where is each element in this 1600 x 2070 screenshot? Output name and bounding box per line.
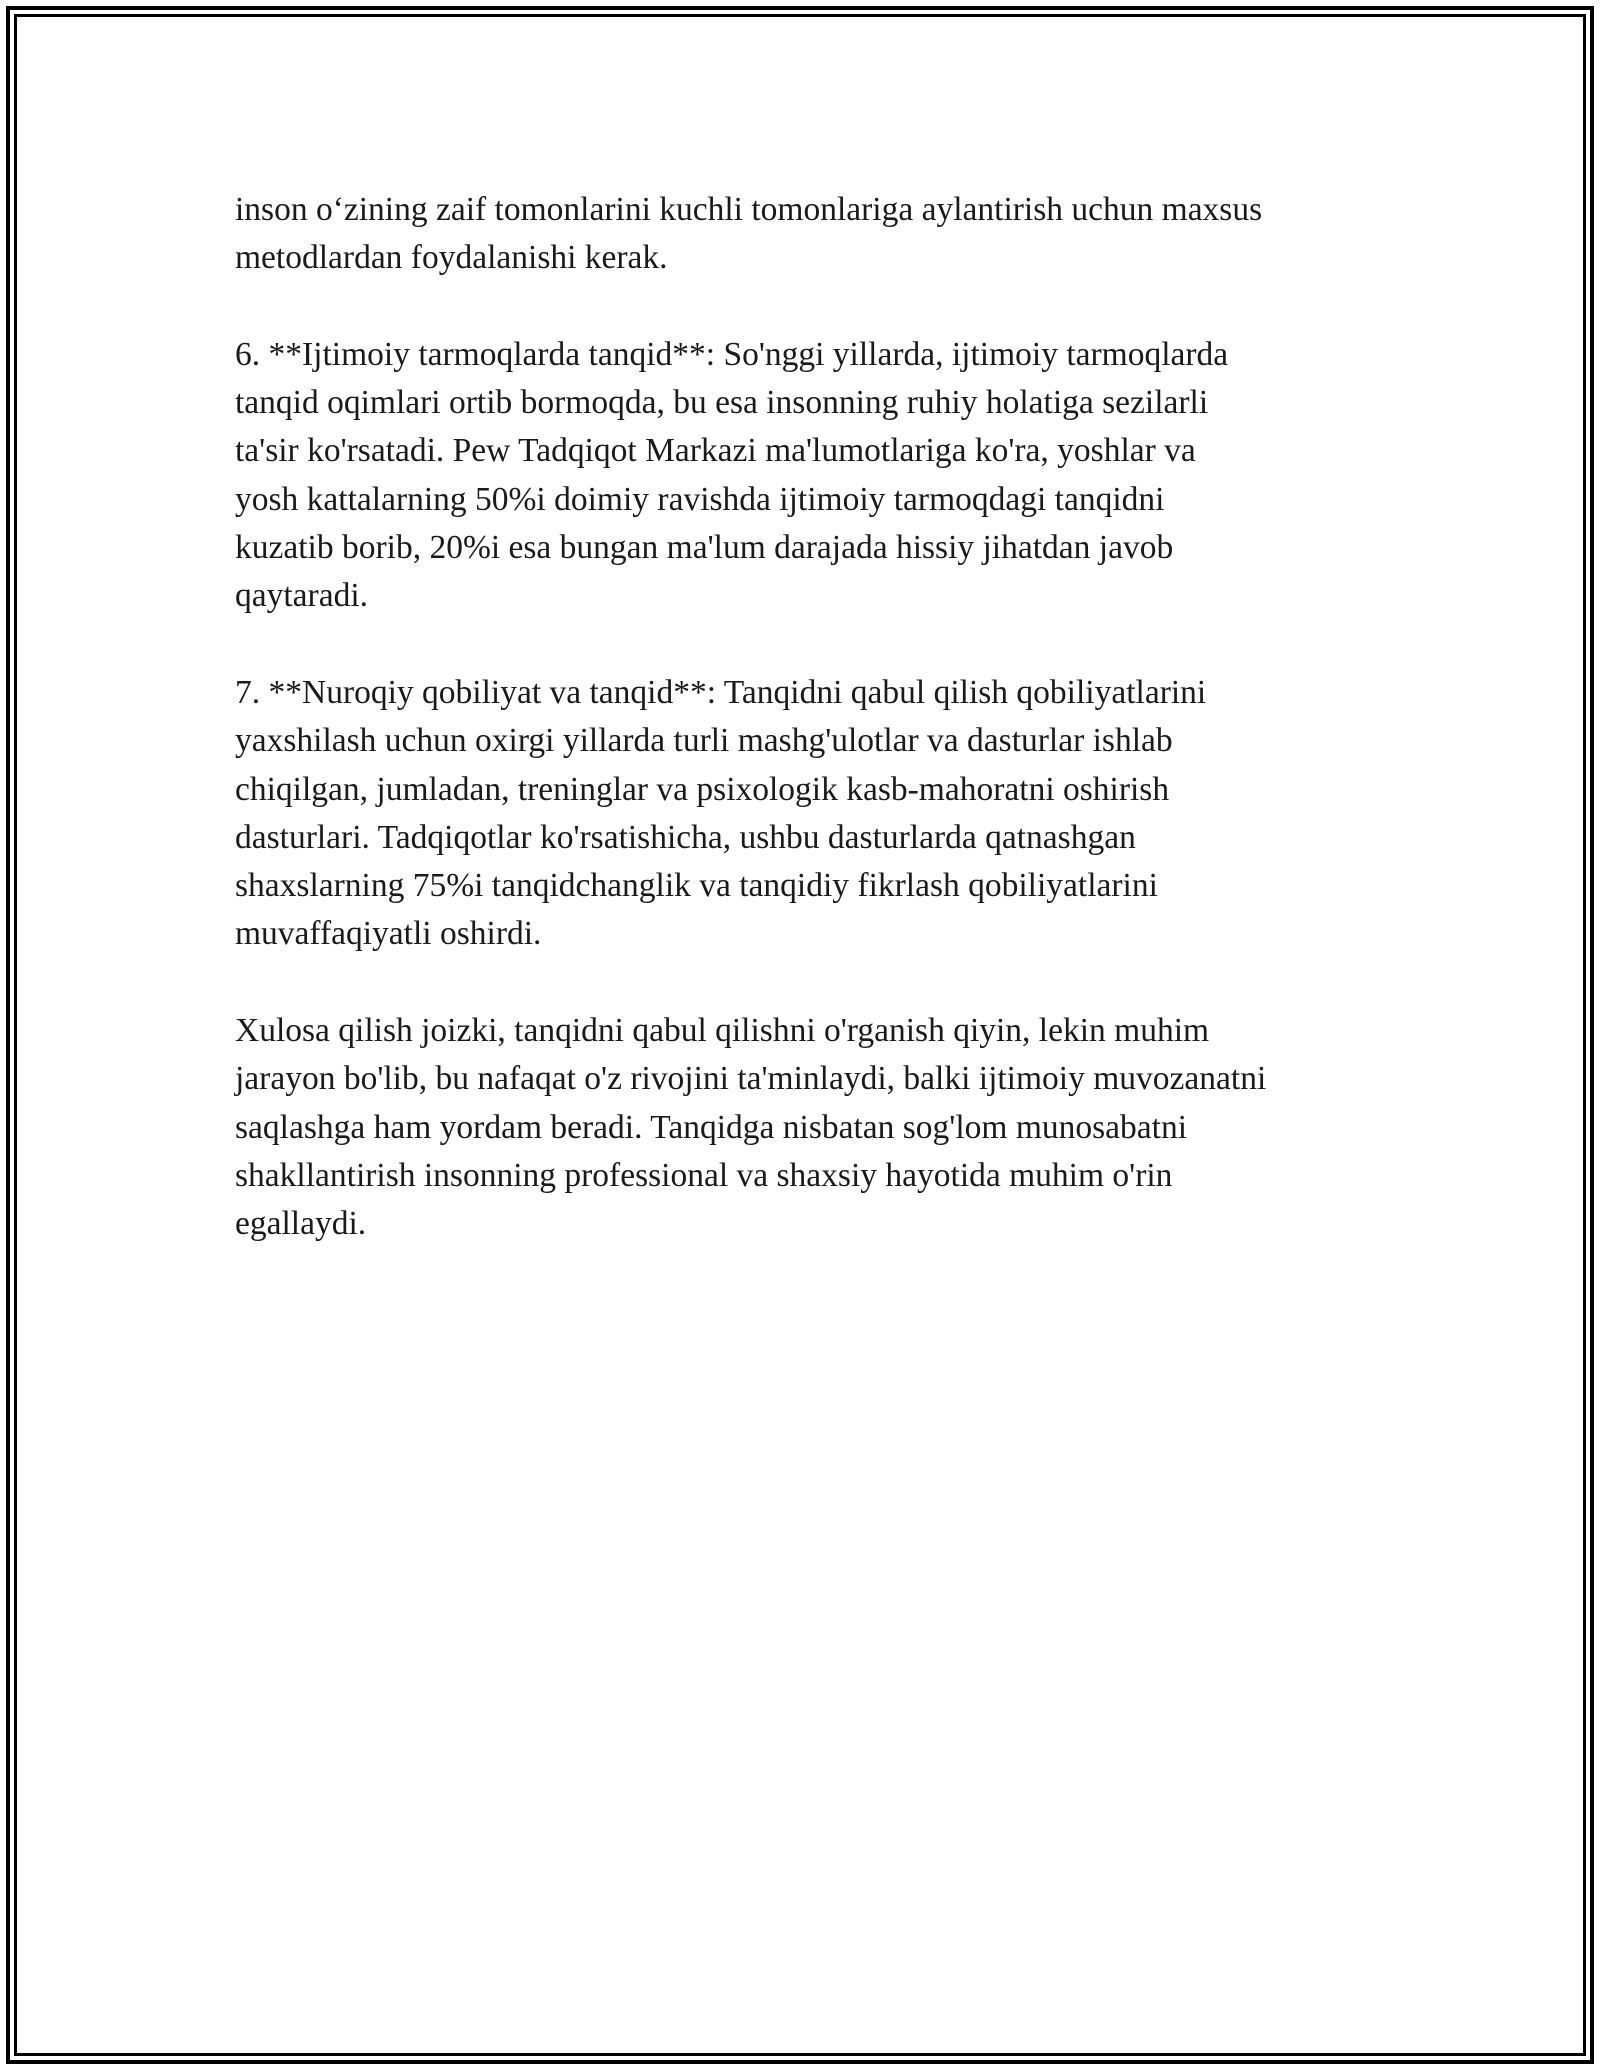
document-body xyxy=(235,186,1375,1297)
paragraph-item-6: 6. **Ijtimoiy tarmoqlarda tanqid**: So'nggi yillarda, ijtimoiy tarmoqlarda tanqid oqimlari ortib bormoqda, bu esa insonning ruhiy holatiga sezilarli ta'sir ko'rsatadi. Pew Tadqiqot Markazi ma'lumotlariga ko'ra, yoshlar va yosh kattalarning 50%i doimiy ravishda ijtimoiy tarmoqdagi tanqidni kuzatib borib, 20%i esa bungan ma'lum darajada hissiy jihatdan javob qaytaradi. xyxy=(235,335,1229,615)
paragraph-item-7: 7. **Nuroqiy qobiliyat va tanqid**: Tanqidni qabul qilish qobiliyatlarini yaxshilash uchun oxirgi yillarda turli mashg'ulotlar va dasturlar ishlab chiqilgan, jumladan, treninglar va psixologik kasb-mahoratni oshirish dasturlari. Tadqiqotlar ko'rsatishicha, ushbu dasturlarda qatnashgan shaxslarning 75%i tanqidchanglik va tanqidiy fikrlash qobiliyatlarini muvaffaqiyatli oshirdi. xyxy=(235,673,1207,953)
paragraph-continuation: inson o‘zining zaif tomonlarini kuchli tomonlariga aylantirish uchun maxsus metodlardan foydalanishi kerak. xyxy=(235,191,1263,277)
paragraph-conclusion: Xulosa qilish joizki, tanqidni qabul qilishni o'rganish qiyin, lekin muhim jarayon bo'lib, bu nafaqat o'z rivojini ta'minlaydi, balki ijtimoiy muvozanatni saqlashga ham yordam beradi. Tanqidga nisbatan sog'lom munosabatni shakllantirish insonning professional va shaxsiy hayotida muhim o'rin egallaydi. xyxy=(235,1012,1267,1243)
